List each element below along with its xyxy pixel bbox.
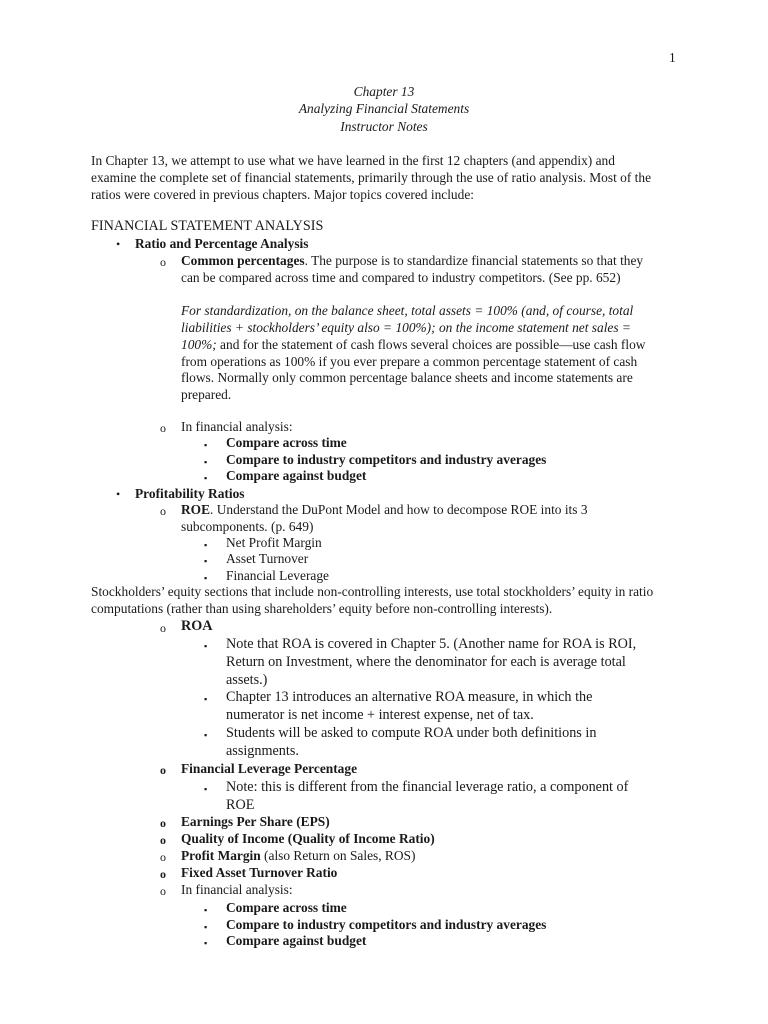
list-item: Compare against budget <box>226 933 367 948</box>
bullet-square: ▪ <box>204 457 208 467</box>
profitability-heading: Profitability Ratios <box>135 486 245 501</box>
flp-note-line: ROE <box>226 797 255 813</box>
flp-note-line: Note: this is different from the financial leverage ratio, a component of <box>226 779 629 795</box>
fixed-asset-turnover-label: Fixed Asset Turnover Ratio <box>181 865 338 880</box>
roa-item-line: assignments. <box>226 743 299 759</box>
intro-line: examine the complete set of financial statements, primarily through the use of ratio analysis. Most of the <box>91 170 652 185</box>
list-item: Compare to industry competitors and industry averages <box>226 917 547 932</box>
equity-note-line: computations (rather than using shareholders’ equity before non-controlling interests). <box>91 601 553 616</box>
chapter-title: Chapter 13 <box>353 84 415 99</box>
bullet-circle: o <box>160 816 166 830</box>
bullet-circle: o <box>160 884 166 898</box>
bullet-circle: o <box>160 504 166 518</box>
roe-text: . Understand the DuPont Model and how to decompose ROE into its 3 <box>210 502 588 517</box>
quality-of-income-label: Quality of Income (Quality of Income Ratio) <box>181 831 435 846</box>
profit-margin-label: Profit Margin <box>181 848 261 863</box>
standardization-line: from operations as 100% if you ever prepare a common percentage statement of cash <box>181 354 638 369</box>
bullet-circle: o <box>160 421 166 435</box>
document-notes-label: Instructor Notes <box>340 119 428 134</box>
bullet-square: ▪ <box>204 694 208 704</box>
roa-item-line: numerator is net income + interest expense, net of tax. <box>226 707 534 723</box>
list-item: Compare across time <box>226 435 347 450</box>
roa-item-line: Return on Investment, where the denominator for each is average total <box>226 654 626 670</box>
standardization-italic: 100%; <box>181 337 217 352</box>
profit-margin-text: (also Return on Sales, ROS) <box>260 848 416 863</box>
flp-label: Financial Leverage Percentage <box>181 761 358 776</box>
bullet-dot: • <box>116 487 121 501</box>
bullet-square: ▪ <box>204 730 208 740</box>
bullet-circle: o <box>160 850 166 864</box>
bullet-square: ▪ <box>204 784 208 794</box>
standardization-line: prepared. <box>181 387 232 402</box>
common-percentages-line-2: can be compared across time and compared to industry competitors. (See pp. 652) <box>181 270 621 285</box>
roa-item-line: Note that ROA is covered in Chapter 5. (Another name for ROA is ROI, <box>226 636 637 652</box>
bullet-square: ▪ <box>204 440 208 450</box>
page-number: 1 <box>669 50 676 65</box>
bullet-square: ▪ <box>204 540 208 550</box>
intro-line: ratios were covered in previous chapters. Major topics covered include: <box>91 187 474 202</box>
bullet-square: ▪ <box>204 938 208 948</box>
standardization-text: and for the statement of cash flows several choices are possible—use cash flow <box>216 337 646 352</box>
roe-line-2: subcomponents. (p. 649) <box>181 519 314 534</box>
bullet-circle: o <box>160 867 166 881</box>
common-percentages-line <box>181 253 643 270</box>
bullet-circle: o <box>160 833 166 847</box>
bullet-circle: o <box>160 255 166 269</box>
list-item: Compare against budget <box>226 468 367 483</box>
standardization-line: For standardization, on the balance sheet, total assets = 100% (and, of course, total <box>181 303 634 318</box>
roa-item-line: assets.) <box>226 672 268 688</box>
bullet-circle: o <box>160 763 166 777</box>
list-item: Asset Turnover <box>226 551 309 566</box>
list-item: Financial Leverage <box>226 568 329 583</box>
section-heading: FINANCIAL STATEMENT ANALYSIS <box>91 218 324 234</box>
equity-note-line: Stockholders’ equity sections that include non-controlling interests, use total stockholders’ equity in ratio <box>91 584 654 599</box>
list-item: Compare to industry competitors and industry averages <box>226 452 547 467</box>
bullet-square: ▪ <box>204 556 208 566</box>
roa-item-line: Students will be asked to compute ROA under both definitions in <box>226 725 597 741</box>
in-analysis-label: In financial analysis: <box>181 419 293 434</box>
in-analysis-label: In financial analysis: <box>181 882 293 897</box>
standardization-line <box>181 337 645 354</box>
list-item: Compare across time <box>226 900 347 915</box>
standardization-line: liabilities + stockholders’ equity also = 100%); on the income statement net sales = <box>181 320 631 335</box>
roe-line <box>181 502 588 519</box>
document-subtitle: Analyzing Financial Statements <box>298 101 470 116</box>
standardization-line: flows. Normally only common percentage balance sheets and income statements are <box>181 370 633 385</box>
common-percentages-text: . The purpose is to standardize financial statements so that they <box>304 253 644 268</box>
bullet-square: ▪ <box>204 905 208 915</box>
eps-label: Earnings Per Share (EPS) <box>181 814 330 829</box>
bullet-circle: o <box>160 621 166 635</box>
bullet-square: ▪ <box>204 473 208 483</box>
roa-item-line: Chapter 13 introduces an alternative ROA measure, in which the <box>226 689 593 705</box>
ratio-analysis-heading: Ratio and Percentage Analysis <box>135 236 309 251</box>
bullet-dot: • <box>116 237 121 251</box>
intro-line: In Chapter 13, we attempt to use what we have learned in the first 12 chapters (and appendix) and <box>91 153 615 168</box>
bullet-square: ▪ <box>204 641 208 651</box>
roe-label: ROE <box>181 502 211 517</box>
bullet-square: ▪ <box>204 573 208 583</box>
roa-label: ROA <box>181 618 213 634</box>
common-percentages-label: Common percentages <box>181 253 305 268</box>
profit-margin-line <box>181 848 415 865</box>
bullet-square: ▪ <box>204 922 208 932</box>
list-item: Net Profit Margin <box>226 535 322 550</box>
